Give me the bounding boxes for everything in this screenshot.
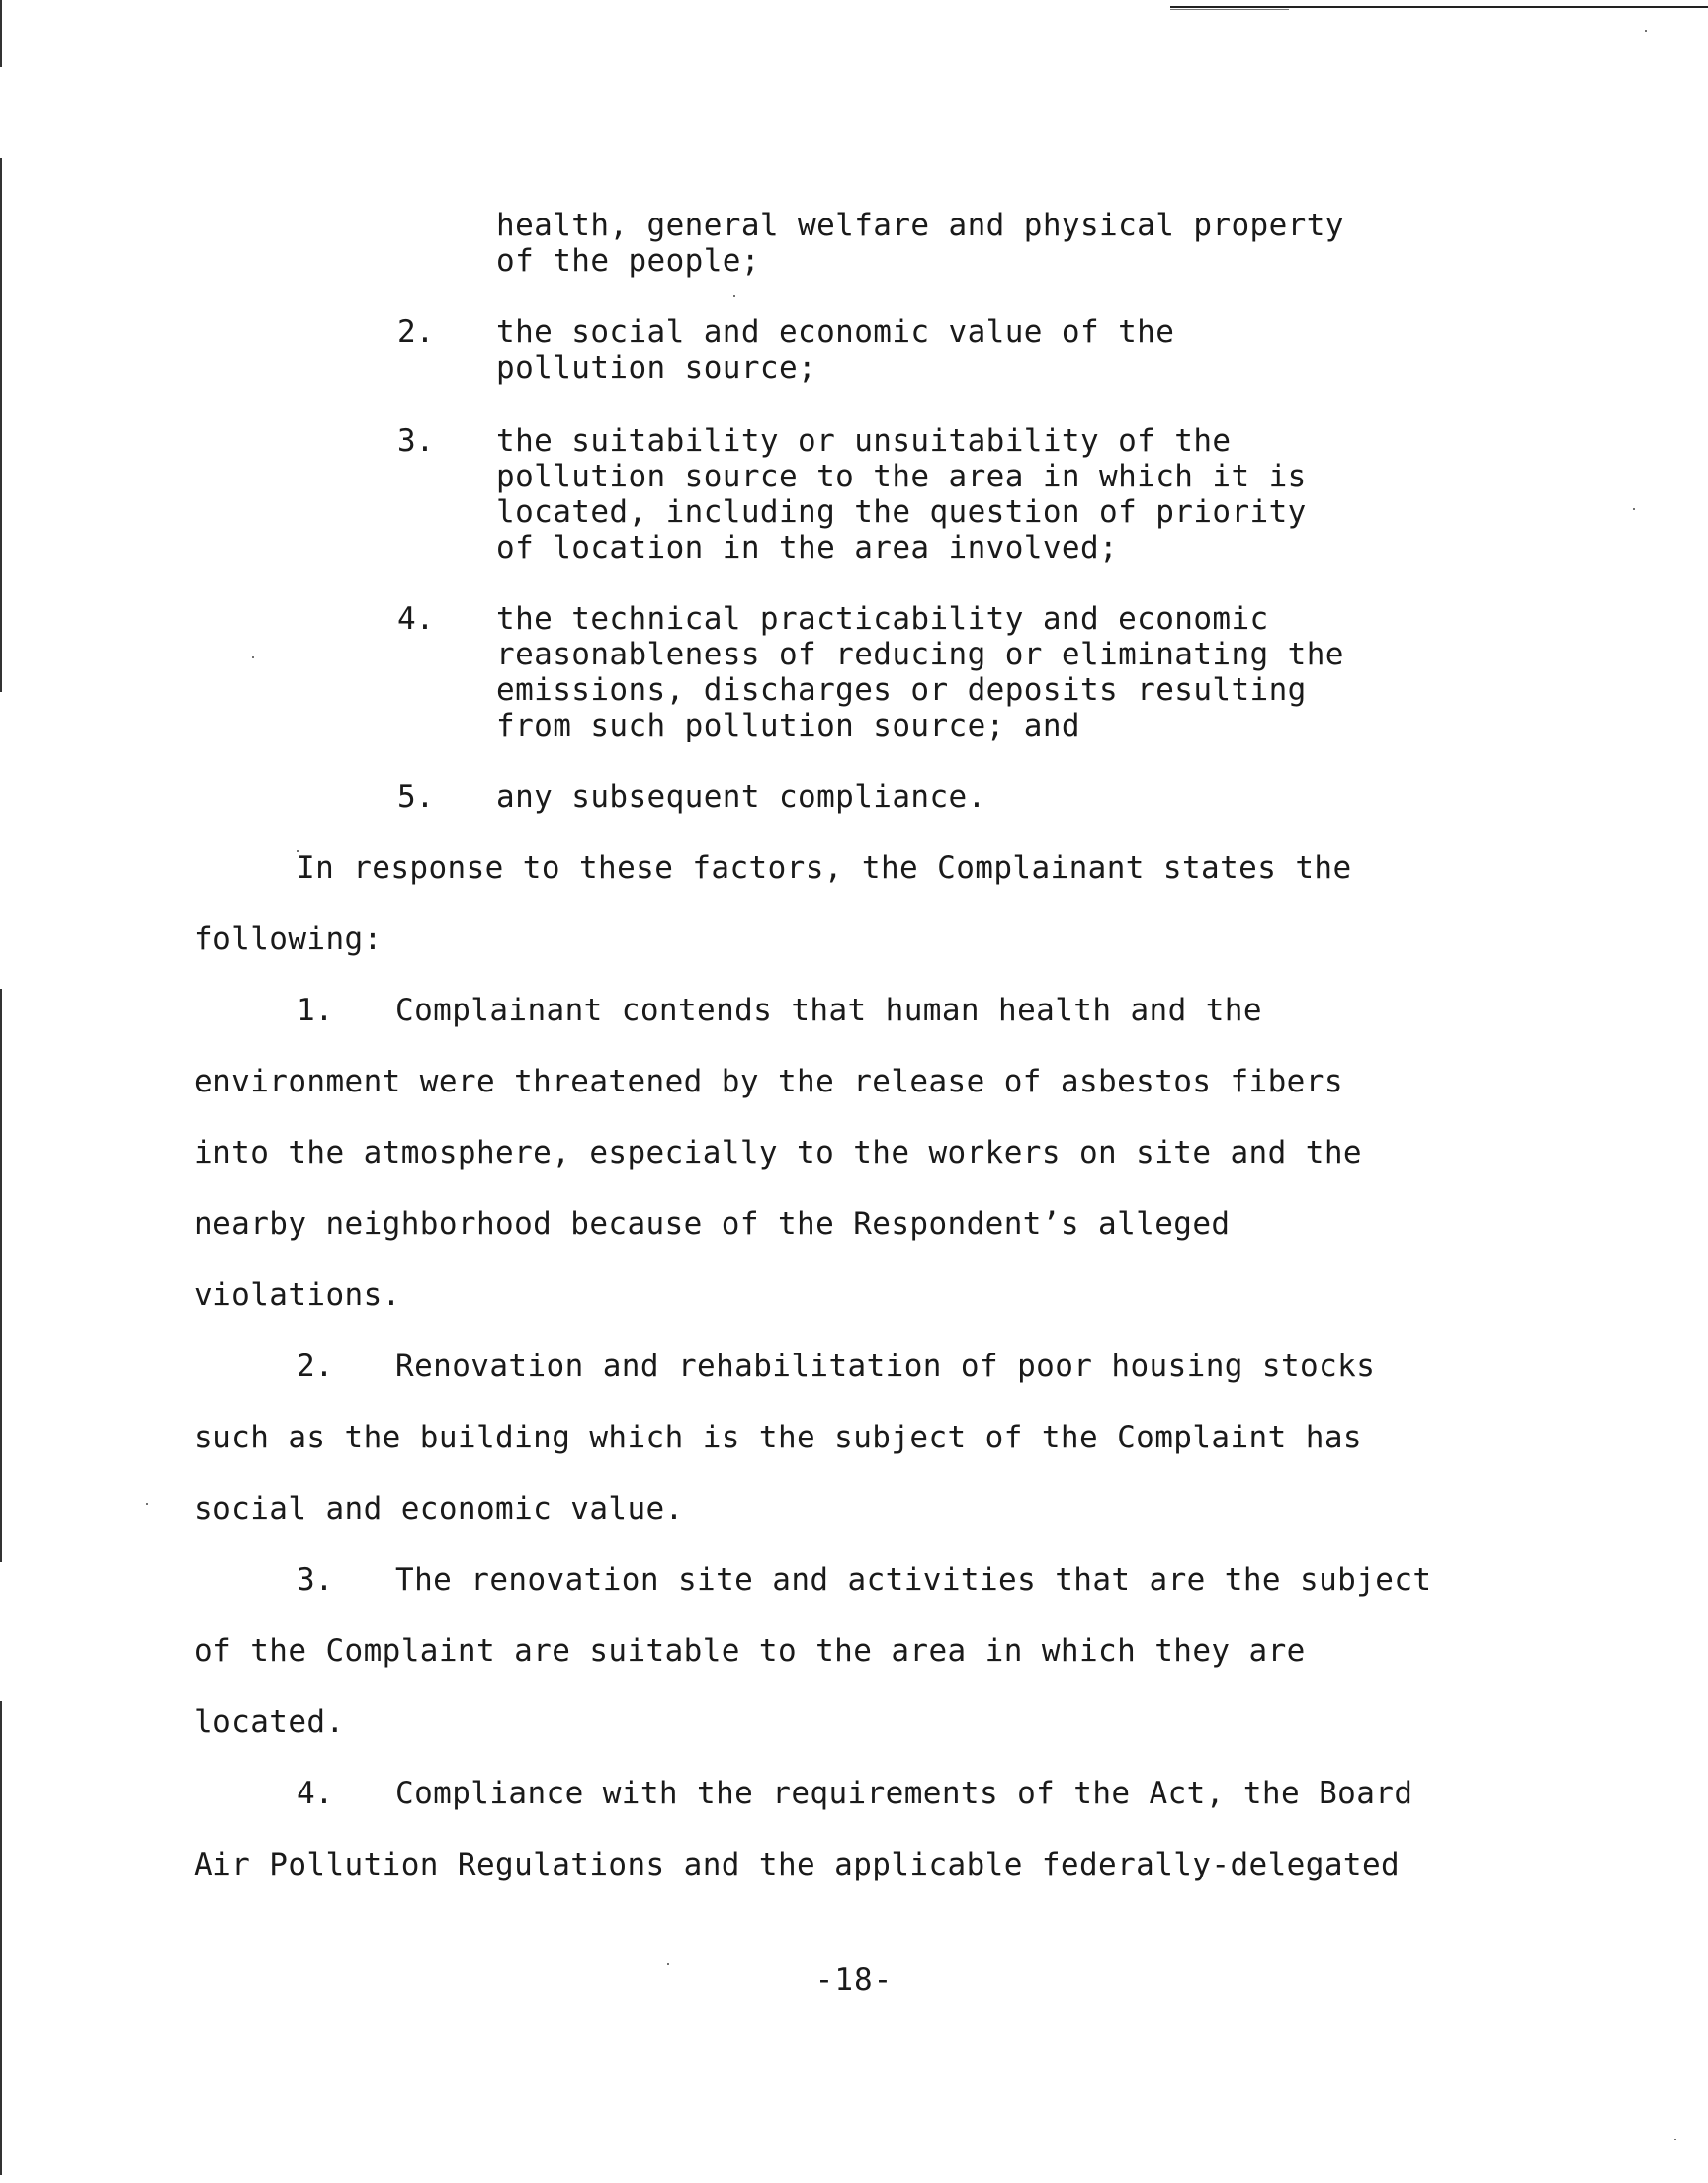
response-point-line: located. (194, 1704, 345, 1740)
factor-line: from such pollution source; and (496, 708, 1080, 743)
factor-continuation-line: of the people; (496, 243, 760, 279)
scan-speck (1674, 2139, 1676, 2140)
scan-left-edge (0, 989, 2, 1562)
factor-continuation-line: health, general welfare and physical property (496, 208, 1344, 243)
scan-speck (1645, 30, 1647, 32)
factor-number: 3. (397, 423, 435, 459)
response-point-line: Complainant contends that human health and the (395, 993, 1262, 1028)
factor-line: the suitability or unsuitability of the (496, 423, 1232, 459)
factor-line: pollution source; (496, 350, 817, 386)
response-point-line: of the Complaint are suitable to the area in which they are (194, 1633, 1306, 1669)
response-point-line: Renovation and rehabilitation of poor housing stocks (395, 1349, 1376, 1384)
response-point-line: The renovation site and activities that are the subject (395, 1562, 1432, 1598)
page-number: -18- (814, 1963, 894, 1998)
response-point-number: 4. (297, 1776, 334, 1811)
factor-number: 4. (397, 601, 435, 637)
response-point-line: nearby neighborhood because of the Respondent’s alleged (194, 1206, 1231, 1242)
scan-edge-line-faint (1170, 9, 1289, 10)
response-intro-line: following: (194, 921, 383, 957)
scan-speck (252, 656, 254, 658)
scan-left-edge (0, 1701, 2, 2175)
scan-edge-line (1170, 6, 1708, 8)
factor-line: emissions, discharges or deposits resulting (496, 672, 1307, 708)
scan-speck (733, 295, 735, 297)
scan-left-edge (0, 0, 2, 67)
response-point-line: Air Pollution Regulations and the applicable federally-delegated (194, 1847, 1401, 1882)
response-point-number: 3. (297, 1562, 334, 1598)
factor-line: reasonableness of reducing or eliminating the (496, 637, 1344, 672)
scan-left-edge (0, 158, 2, 692)
response-intro-line: In response to these factors, the Complainant states the (297, 850, 1352, 886)
response-point-line: Compliance with the requirements of the Act, the Board (395, 1776, 1413, 1811)
factor-line: the social and economic value of the (496, 314, 1175, 350)
factor-line: pollution source to the area in which it is (496, 459, 1307, 494)
scan-speck (146, 1503, 148, 1505)
factor-line: the technical practicability and economic (496, 601, 1269, 637)
response-point-line: environment were threatened by the release of asbestos fibers (194, 1064, 1343, 1099)
factor-number: 2. (397, 314, 435, 350)
scan-speck (1633, 508, 1635, 510)
factor-line: located, including the question of priority (496, 494, 1307, 530)
factor-number: 5. (397, 779, 435, 815)
response-point-line: violations. (194, 1277, 401, 1313)
response-point-line: social and economic value. (194, 1491, 684, 1527)
response-point-number: 2. (297, 1349, 334, 1384)
response-point-line: such as the building which is the subject of the Complaint has (194, 1420, 1362, 1455)
response-point-number: 1. (297, 993, 334, 1028)
factor-line: any subsequent compliance. (496, 779, 986, 815)
response-point-line: into the atmosphere, especially to the workers on site and the (194, 1135, 1362, 1171)
factor-line: of location in the area involved; (496, 530, 1119, 566)
